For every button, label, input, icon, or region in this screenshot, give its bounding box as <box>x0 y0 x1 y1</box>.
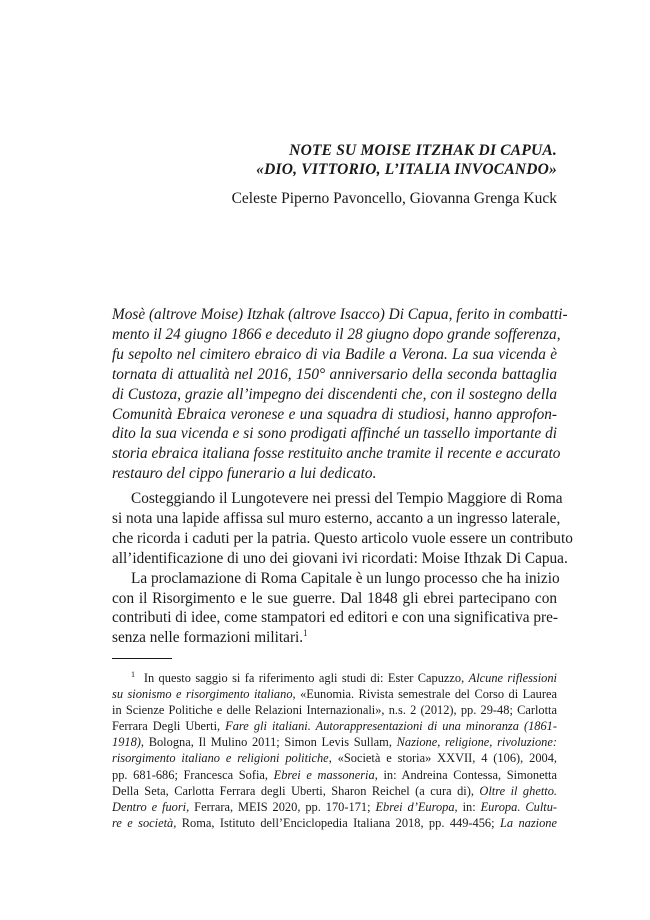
footnote-text: Ferrara Degli Uberti, <box>112 719 226 734</box>
footnote-italic: Nazione, religione, rivoluzione: <box>396 735 557 750</box>
abstract-line: fu sepolto nel cimitero ebraico di via Badile a Verona. La sua vicenda è <box>112 345 557 363</box>
footnote-italic: 1918) <box>112 735 141 750</box>
footnote-text: , «Società e storia» XXVII, 4 (106), 2004, <box>328 751 558 766</box>
footnote-line <box>112 783 557 799</box>
abstract-line: restauro del cippo funerario a lui dedicato. <box>112 465 377 483</box>
footnote-italic: Ebrei e massoneria <box>273 767 375 782</box>
body-line: che ricorda i caduti per la patria. Questo articolo vuole essere un contributo <box>112 529 573 547</box>
abstract-line: Mosè (altrove Moise) Itzhak (altrove Isacco) Di Capua, ferito in combatti- <box>112 306 568 323</box>
body-text <box>112 489 573 648</box>
footnote-separator <box>112 658 172 659</box>
title-line-2: «DIO, VITTORIO, L’ITALIA INVOCANDO» <box>256 161 557 178</box>
footnote-line: in Scienze Politiche e delle Relazioni Internazionali», n.s. 2 (2012), pp. 29-48; Carlotta <box>112 703 557 718</box>
footnote-text: , Bologna, Il Mulino 2011; Simon Levis Sullam, <box>140 735 397 750</box>
body-line: La proclamazione di Roma Capitale è un lungo processo che ha inizio <box>131 569 560 587</box>
footnote-text: , «Eunomia. Rivista semestrale del Corso di Laurea <box>292 687 557 702</box>
footnote-text: In questo saggio si fa riferimento agli studi di: Ester Capuzzo, <box>143 671 469 685</box>
abstract-line: di Custoza, grazie all’impegno dei discendenti che, con il sostegno della <box>112 385 557 403</box>
footnote-line <box>112 750 557 766</box>
article-authors: Celeste Piperno Pavoncello, Giovanna Grenga Kuck <box>231 190 557 207</box>
footnote-italic: Alcune riflessioni <box>468 671 558 685</box>
body-line: si nota una lapide affissa sul muro esterno, accanto a un ingresso laterale, <box>112 509 561 527</box>
abstract-line: storia ebraica italiana fosse restituito anche tramite il recente e accurato <box>112 445 561 463</box>
abstract-line: dito la sua vicenda e si sono prodigati affinché un tassello importante di <box>112 425 557 443</box>
footnote-italic: Europa. Cultu- <box>480 799 558 814</box>
title-line-1: NOTE SU MOISE ITZHAK DI CAPUA. <box>289 142 557 159</box>
footnote-text: pp. 681-686; Francesca Sofia, <box>112 767 274 782</box>
footnote-text: Della Seta, Carlotta Ferrara degli Uberti, Sharon Reichel (a cura di), <box>112 783 480 798</box>
body-line: Costeggiando il Lungotevere nei pressi del Tempio Maggiore di Roma <box>131 490 563 507</box>
footnote-marker: 1 <box>131 670 135 679</box>
body-line-last <box>112 628 557 648</box>
body-line: contributi di idee, come stampatori ed editori e con una significativa pre- <box>112 609 559 627</box>
footnote-italic: La nazione <box>499 815 557 830</box>
footnote-text: , Ferrara, MEIS 2020, pp. 170-171; <box>186 799 376 814</box>
footnote-text: , in: <box>454 799 481 814</box>
footnote-italic: Fare gli italiani. Autorappresentazioni di una minoranza (1861- <box>225 719 557 734</box>
footnote-line <box>112 670 557 686</box>
footnote-italic: Ebrei d’Europa <box>375 799 455 814</box>
footnote-italic: Dentro e fuori <box>112 799 187 814</box>
abstract-line: Comunità Ebraica veronese e una squadra di studiosi, hanno approfon- <box>112 405 557 423</box>
footnote-line <box>112 767 557 783</box>
footnote-italic: risorgimento italiano e religioni politiche <box>112 751 329 766</box>
footnote-line <box>112 734 557 750</box>
body-line-text: senza nelle formazioni militari. <box>112 629 304 647</box>
abstract-line: tornata di attualità nel 2016, 150° anniversario della seconda battaglia <box>112 365 557 383</box>
article-title <box>256 141 557 179</box>
footnote-line <box>112 815 557 831</box>
footnote-line <box>112 799 557 815</box>
footnote-italic: su sionismo e risorgimento italiano <box>112 687 293 702</box>
footnote-line <box>112 686 557 702</box>
abstract <box>112 305 568 484</box>
footnote-text: , Roma, Istituto dell’Enciclopedia Italiana 2018, pp. 449-456; <box>173 815 500 830</box>
footnote-text: , in: Andreina Contessa, Simonetta <box>374 767 558 782</box>
body-line: all’identificazione di uno dei giovani ivi ricordati: Moise Ithzak Di Capua. <box>112 549 568 567</box>
footnote-reference[interactable]: 1 <box>303 628 308 639</box>
body-line: con il Risorgimento e le sue guerre. Dal 1848 gli ebrei partecipano con <box>112 589 557 607</box>
footnote-italic: Oltre il ghetto. <box>479 783 557 798</box>
footnote-italic: re e società <box>112 815 174 830</box>
footnote-line <box>112 718 557 734</box>
footnote <box>112 670 557 831</box>
abstract-line: mento il 24 giugno 1866 e deceduto il 28 giugno dopo grande sofferenza, <box>112 325 561 343</box>
